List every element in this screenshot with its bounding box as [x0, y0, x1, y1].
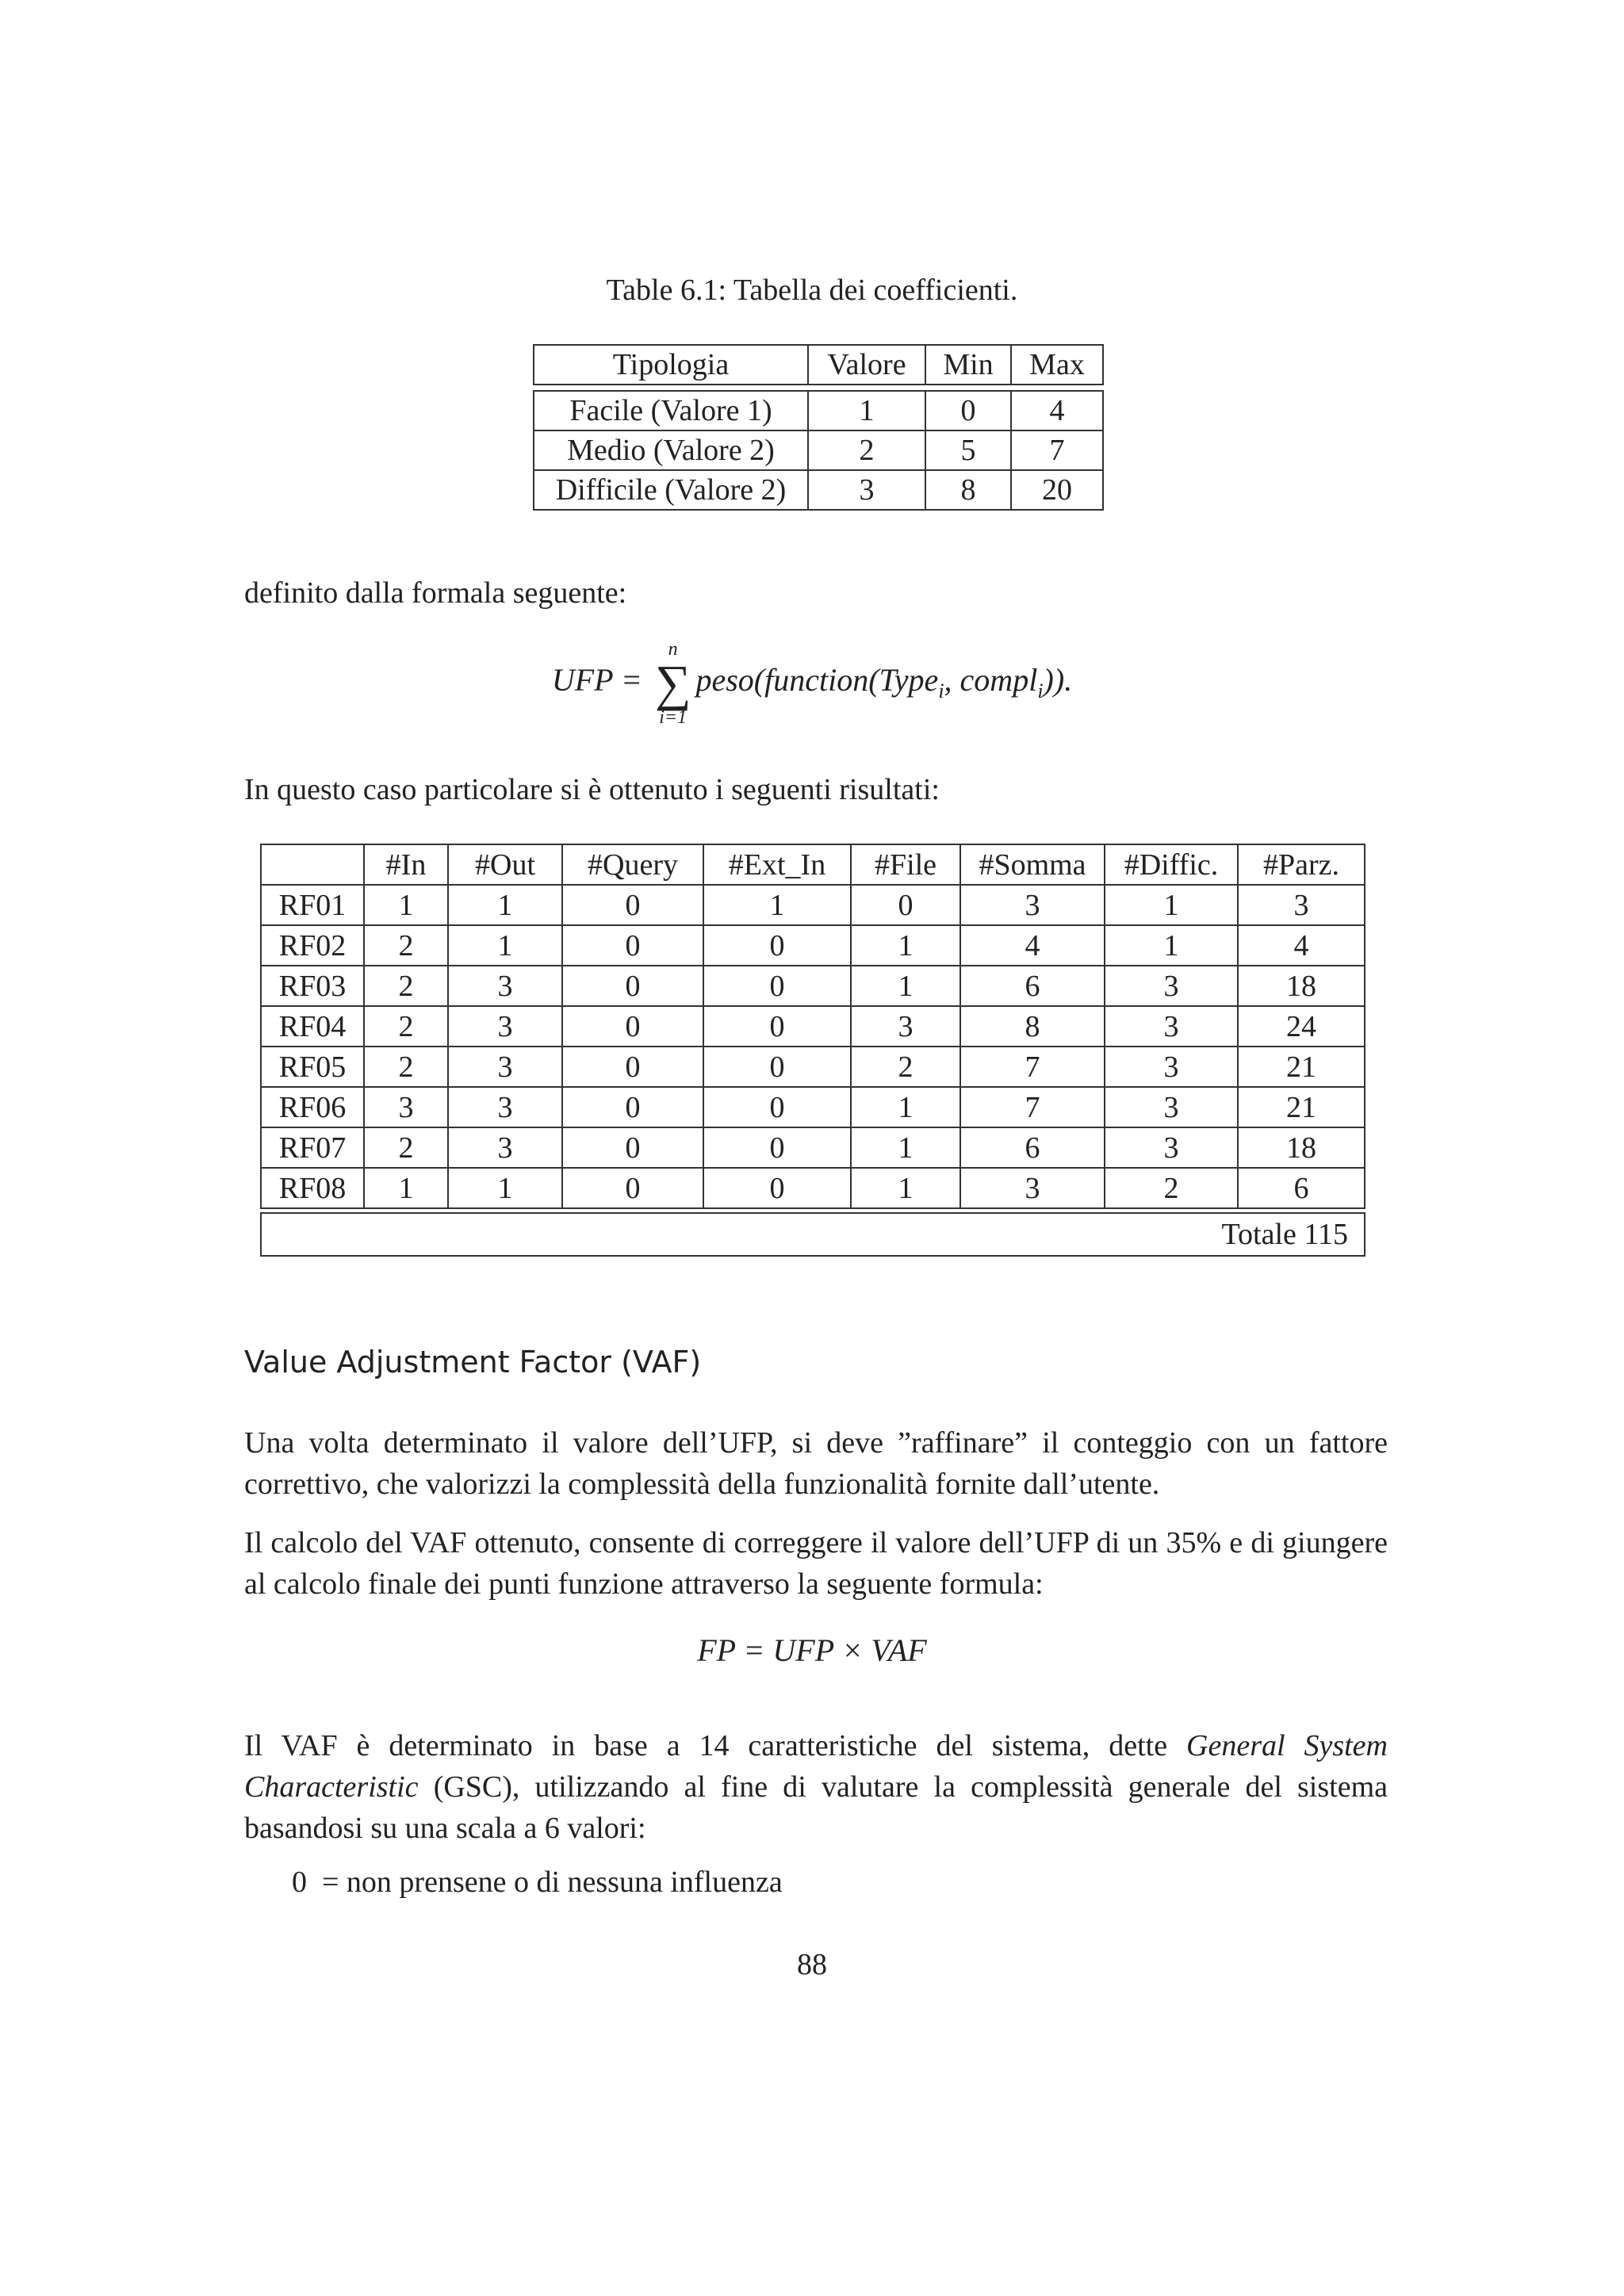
row-label-cell: RF05 — [261, 1047, 364, 1087]
table-cell: 20 — [1011, 470, 1103, 510]
table-cell: 6 — [960, 1127, 1105, 1168]
table-divider — [534, 385, 1103, 391]
paragraph-vaf-calc: Il calcolo del VAF ottenuto, consente di correggere il valore dell’UFP di un 35% e di giungere al calcolo finale dei punti funzione attraverso la seguente formula: — [244, 1526, 1388, 1601]
table-cell: 0 — [703, 966, 851, 1006]
table-cell: 3 — [1105, 1047, 1238, 1087]
sum-lower-limit: i=1 — [659, 707, 688, 728]
header-cell: Tipologia — [534, 345, 808, 385]
formula-part: , compl — [944, 662, 1038, 698]
paragraph-vaf-intro: Una volta determinato il valore dell’UFP, si deve ”raffinare” il conteggio con un fattore correttivo, che valorizzi la complessità della funzionalità fornite dall’utente. — [244, 1426, 1388, 1501]
table-cell: 0 — [562, 1168, 703, 1208]
table-cell: 1 — [364, 885, 448, 925]
table-cell: 3 — [448, 1127, 562, 1168]
formula-subscript: i — [1037, 679, 1044, 703]
table-header-row — [534, 345, 1103, 385]
table-cell: 3 — [364, 1087, 448, 1127]
table-cell: Medio (Valore 2) — [534, 430, 808, 470]
table-cell: 3 — [851, 1006, 960, 1047]
table-cell: 1 — [448, 1168, 562, 1208]
table-cell: Difficile (Valore 2) — [534, 470, 808, 510]
header-cell: #Query — [562, 844, 703, 885]
table-cell: 3 — [1105, 966, 1238, 1006]
list-item: 0 = non prensene o di nessuna influenza — [292, 1866, 783, 1899]
table-cell: 0 — [562, 1127, 703, 1168]
table-row — [261, 966, 1365, 1006]
header-cell: #Parz. — [1238, 844, 1365, 885]
table-cell: 0 — [703, 1087, 851, 1127]
formula-lhs: UFP = — [551, 662, 642, 698]
table-cell: 21 — [1238, 1047, 1365, 1087]
table-cell: 6 — [1238, 1168, 1365, 1208]
header-cell: #File — [851, 844, 960, 885]
table-row — [261, 1127, 1365, 1168]
summation-symbol — [655, 639, 691, 728]
table-cell: 0 — [562, 1006, 703, 1047]
table-row — [261, 1006, 1365, 1047]
table-cell: 0 — [703, 1047, 851, 1087]
text-run: Il VAF è determinato in base a 14 caratteristiche del sistema, dette — [244, 1729, 1168, 1762]
table-cell: 2 — [851, 1047, 960, 1087]
table-cell: 0 — [925, 391, 1011, 430]
table-cell: 0 — [562, 1087, 703, 1127]
section-title: Value Adjustment Factor (VAF) — [244, 1345, 702, 1380]
formula-body — [695, 662, 1073, 703]
formula-part: peso(function(Type — [695, 662, 939, 698]
table-header-row — [261, 844, 1365, 885]
table-cell: 2 — [364, 1047, 448, 1087]
formula-part: )). — [1043, 662, 1073, 698]
table-cell: 7 — [960, 1087, 1105, 1127]
sum-upper-limit: n — [668, 639, 678, 660]
table-row — [261, 925, 1365, 966]
table-cell: 3 — [1238, 885, 1365, 925]
table-cell: 7 — [960, 1047, 1105, 1087]
table-cell: 1 — [448, 885, 562, 925]
table-row — [534, 391, 1103, 430]
table-total-row — [261, 1213, 1365, 1256]
table-cell: 1 — [851, 1168, 960, 1208]
table-cell: 0 — [703, 1168, 851, 1208]
table-cell: 0 — [562, 925, 703, 966]
table-cell: 2 — [364, 1006, 448, 1047]
table-row — [534, 430, 1103, 470]
row-label-cell: RF02 — [261, 925, 364, 966]
table-cell: 1 — [808, 391, 925, 430]
table-cell: 8 — [960, 1006, 1105, 1047]
table-cell: 3 — [448, 1087, 562, 1127]
results-table-body — [261, 885, 1365, 1208]
paragraph-formula-intro: definito dalla formala seguente: — [244, 576, 627, 610]
table-cell: 1 — [851, 966, 960, 1006]
table-caption: Table 6.1: Tabella dei coefficienti. — [606, 274, 1018, 307]
table-cell: 3 — [1105, 1127, 1238, 1168]
header-cell: Valore — [808, 345, 925, 385]
table-cell: 0 — [703, 1127, 851, 1168]
table-cell: 1 — [448, 925, 562, 966]
table-row — [261, 1047, 1365, 1087]
row-label-cell: RF06 — [261, 1087, 364, 1127]
table-row — [261, 1087, 1365, 1127]
header-cell — [261, 844, 364, 885]
table-cell: 8 — [925, 470, 1011, 510]
table-cell: 2 — [364, 1127, 448, 1168]
table-cell: 1 — [851, 1087, 960, 1127]
table-cell: 3 — [808, 470, 925, 510]
table-cell: 18 — [1238, 966, 1365, 1006]
table-cell: 3 — [1105, 1087, 1238, 1127]
row-label-cell: RF08 — [261, 1168, 364, 1208]
table-cell: 3 — [448, 1047, 562, 1087]
table-row — [261, 1168, 1365, 1208]
row-label-cell: RF01 — [261, 885, 364, 925]
table-cell: 0 — [703, 1006, 851, 1047]
table-row — [534, 470, 1103, 510]
row-label-cell: RF04 — [261, 1006, 364, 1047]
table-cell: 6 — [960, 966, 1105, 1006]
row-label-cell: RF07 — [261, 1127, 364, 1168]
table-row — [261, 885, 1365, 925]
results-table — [260, 844, 1365, 1257]
emphasis-term: General System Characteristic — [244, 1729, 1388, 1804]
header-cell: Max — [1011, 345, 1103, 385]
table-cell: 1 — [1105, 885, 1238, 925]
table-cell: 1 — [1105, 925, 1238, 966]
table-cell: 1 — [851, 925, 960, 966]
table-cell: 0 — [562, 885, 703, 925]
table-cell: 4 — [1011, 391, 1103, 430]
table-cell: 3 — [448, 1006, 562, 1047]
table-cell: 0 — [851, 885, 960, 925]
table-cell: 2 — [808, 430, 925, 470]
total-cell: Totale 115 — [261, 1213, 1365, 1256]
table-cell: 7 — [1011, 430, 1103, 470]
page-number: 88 — [797, 1948, 827, 1981]
table-cell: 0 — [703, 925, 851, 966]
paragraph-results-intro: In questo caso particolare si è ottenuto i seguenti risultati: — [244, 773, 940, 806]
table-cell: 3 — [448, 966, 562, 1006]
formula-fp: FP = UFP × VAF — [697, 1632, 927, 1668]
table-cell: 1 — [703, 885, 851, 925]
text-run: (GSC), utilizzando al fine di valutare la complessità generale del sistema basandosi su una scala a 6 valori: — [244, 1770, 1388, 1845]
table-cell: 0 — [562, 1047, 703, 1087]
table-cell: 18 — [1238, 1127, 1365, 1168]
table-cell: 2 — [1105, 1168, 1238, 1208]
header-cell: #In — [364, 844, 448, 885]
table-cell: 2 — [364, 966, 448, 1006]
table-cell: 2 — [364, 925, 448, 966]
table-cell: 1 — [851, 1127, 960, 1168]
table-cell: 24 — [1238, 1006, 1365, 1047]
header-cell: #Out — [448, 844, 562, 885]
table-cell: Facile (Valore 1) — [534, 391, 808, 430]
paragraph-gsc — [244, 1725, 1388, 1849]
formula-subscript: i — [938, 679, 944, 703]
row-label-cell: RF03 — [261, 966, 364, 1006]
formula-ufp — [0, 639, 1624, 728]
table-cell: 3 — [1105, 1006, 1238, 1047]
header-cell: Min — [925, 345, 1011, 385]
table-cell: 4 — [1238, 925, 1365, 966]
coefficients-table — [533, 344, 1104, 511]
table-cell: 4 — [960, 925, 1105, 966]
header-cell: #Diffic. — [1105, 844, 1238, 885]
table-cell: 5 — [925, 430, 1011, 470]
table-cell: 21 — [1238, 1087, 1365, 1127]
table-cell: 3 — [960, 885, 1105, 925]
table-cell: 3 — [960, 1168, 1105, 1208]
header-cell: #Ext_In — [703, 844, 851, 885]
table-cell: 0 — [562, 966, 703, 1006]
table-cell: 1 — [364, 1168, 448, 1208]
header-cell: #Somma — [960, 844, 1105, 885]
sigma-glyph: ∑ — [654, 655, 691, 711]
